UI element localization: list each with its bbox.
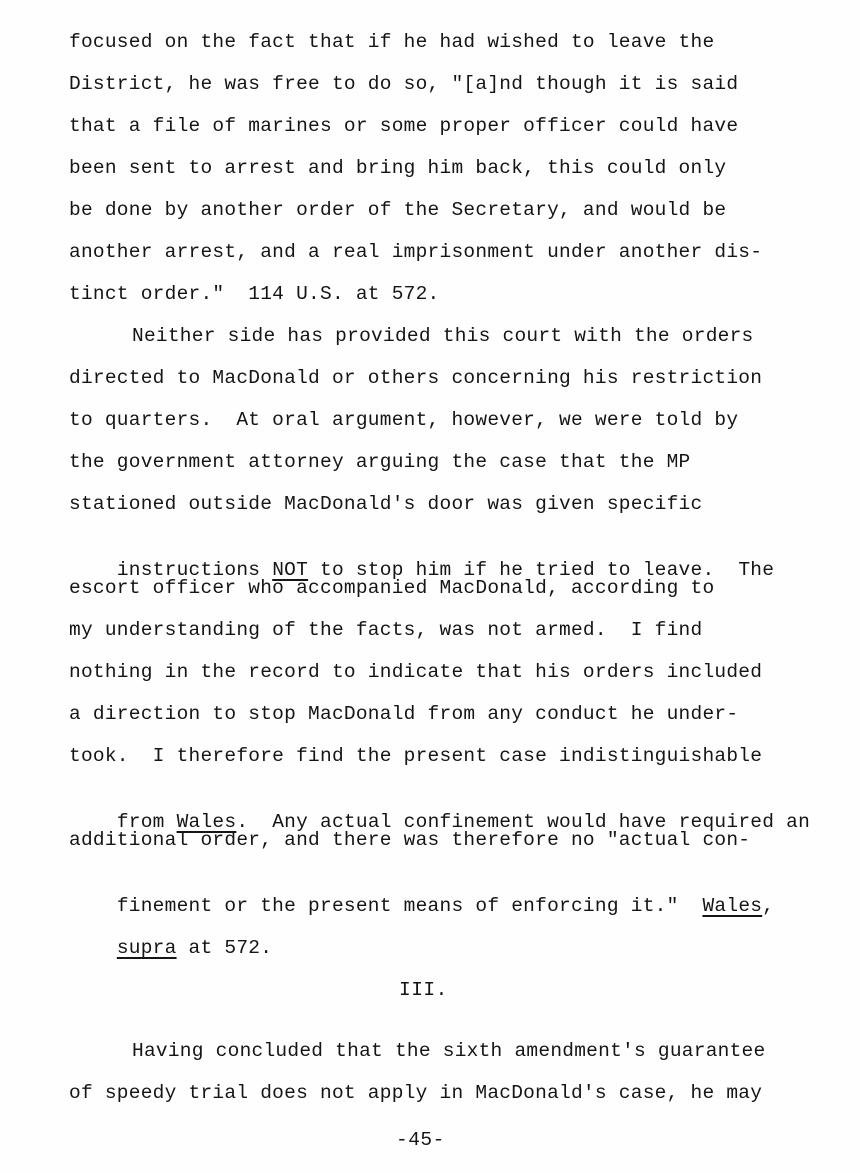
text-line: stationed outside MacDonald's door was given specific [69, 493, 703, 515]
text-segment: from [116, 811, 177, 833]
text-segment: finement or the present means of enforcing it." [116, 895, 703, 917]
section-heading: III. [399, 979, 448, 1001]
case-citation: Wales [176, 811, 237, 833]
text-line: another arrest, and a real imprisonment under another dis- [69, 241, 763, 263]
paragraph-first-line: Neither side has provided this court with the orders [132, 325, 754, 347]
text-segment: to stop him if he tried to leave. The [308, 559, 775, 581]
text-line: escort officer who accompanied MacDonald, according to [69, 577, 715, 599]
text-line: the government attorney arguing the case that the MP [69, 451, 691, 473]
text-line: nothing in the record to indicate that his orders included [69, 661, 763, 683]
underlined-emphasis: NOT [272, 559, 309, 581]
text-line: to quarters. At oral argument, however, we were told by [69, 409, 739, 431]
text-line: focused on the fact that if he had wished to leave the [69, 31, 715, 53]
text-line: a direction to stop MacDonald from any conduct he under- [69, 703, 739, 725]
text-line [69, 912, 272, 984]
paragraph-first-line: Having concluded that the sixth amendment's guarantee [132, 1040, 766, 1062]
text-line: be done by another order of the Secretary, and would be [69, 199, 727, 221]
text-segment: . Any actual confinement would have required an [236, 811, 811, 833]
text-line: District, he was free to do so, "[a]nd though it is said [69, 73, 739, 95]
text-segment: at 572. [176, 937, 273, 959]
text-line: that a file of marines or some proper officer could have [69, 115, 739, 137]
text-line: been sent to arrest and bring him back, this could only [69, 157, 727, 179]
text-line: additional order, and there was therefore no "actual con- [69, 829, 751, 851]
text-line: my understanding of the facts, was not armed. I find [69, 619, 703, 641]
page-number: -45- [396, 1129, 445, 1151]
text-line: of speedy trial does not apply in MacDonald's case, he may [69, 1082, 763, 1104]
text-line: tinct order." 114 U.S. at 572. [69, 283, 440, 305]
case-citation: Wales [702, 895, 763, 917]
text-line: directed to MacDonald or others concerning his restriction [69, 367, 763, 389]
citation-abbreviation: supra [116, 937, 177, 959]
text-line: took. I therefore find the present case indistinguishable [69, 745, 763, 767]
text-segment: instructions [116, 559, 273, 581]
text-segment: , [762, 895, 775, 917]
